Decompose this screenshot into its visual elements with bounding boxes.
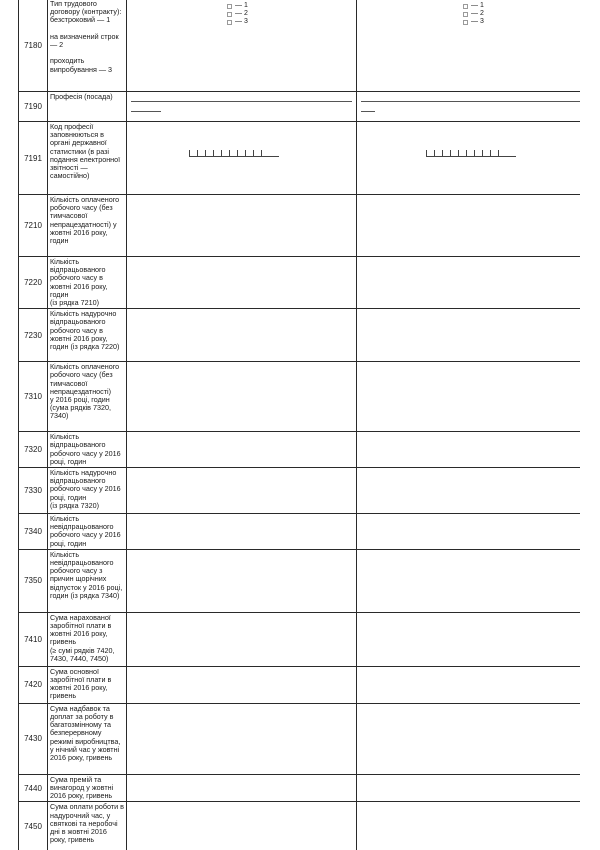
digit-cell[interactable] bbox=[434, 150, 442, 156]
profession-line[interactable] bbox=[131, 101, 352, 102]
form-row-7190 bbox=[19, 92, 581, 122]
value-cell-employee-2[interactable] bbox=[357, 122, 581, 195]
digit-cell[interactable] bbox=[245, 150, 253, 156]
value-cell-employee-2[interactable] bbox=[357, 514, 581, 550]
row-code: 7191 bbox=[19, 122, 48, 195]
value-cell-employee-1[interactable] bbox=[127, 195, 357, 257]
option-label: — 1 bbox=[471, 2, 484, 9]
value-cell-employee-2[interactable] bbox=[357, 703, 581, 774]
value-cell-employee-2[interactable] bbox=[357, 362, 581, 432]
value-cell-employee-1[interactable] bbox=[127, 0, 357, 92]
row-code: 7310 bbox=[19, 362, 48, 432]
row-code: 7440 bbox=[19, 774, 48, 802]
row-label: Сума оплати роботи в надурочний час, у святкові та неробочі дні в жовтні 2016 року, гривень bbox=[48, 802, 127, 850]
option-label: — 3 bbox=[235, 18, 248, 25]
value-cell-employee-2[interactable] bbox=[357, 257, 581, 309]
checkbox[interactable] bbox=[463, 12, 468, 17]
row-label: Кількість надурочно відпрацьованого робочого часу в жовтні 2016 року, годин (із рядка 7220) bbox=[48, 309, 127, 362]
row-label: Кількість оплаченого робочого часу (без тимчасової непрацездатності) у 2016 році, годин (сума рядків 7320, 7340) bbox=[48, 362, 127, 432]
option-label: — 2 bbox=[235, 10, 248, 17]
value-cell-employee-2[interactable] bbox=[357, 468, 581, 514]
profession-code-cells[interactable] bbox=[189, 150, 279, 157]
contract-type-option[interactable] bbox=[463, 10, 484, 18]
profession-line-continuation[interactable] bbox=[361, 111, 375, 112]
row-code: 7430 bbox=[19, 703, 48, 774]
form-row-7180 bbox=[19, 0, 581, 92]
form-row-7430 bbox=[19, 703, 581, 774]
row-code: 7450 bbox=[19, 802, 48, 850]
digit-cell[interactable] bbox=[253, 150, 261, 156]
form-row-7330 bbox=[19, 468, 581, 514]
value-cell-employee-1[interactable] bbox=[127, 122, 357, 195]
digit-cell[interactable] bbox=[474, 150, 482, 156]
contract-type-option[interactable] bbox=[227, 18, 248, 26]
digit-cell[interactable] bbox=[229, 150, 237, 156]
value-cell-employee-2[interactable] bbox=[357, 309, 581, 362]
form-page bbox=[18, 0, 580, 850]
value-cell-employee-2[interactable] bbox=[357, 549, 581, 612]
value-cell-employee-1[interactable] bbox=[127, 612, 357, 666]
row-code: 7350 bbox=[19, 549, 48, 612]
checkbox[interactable] bbox=[227, 4, 232, 9]
row-label: Професія (посада) bbox=[48, 92, 127, 122]
row-code: 7180 bbox=[19, 0, 48, 92]
row-code: 7210 bbox=[19, 195, 48, 257]
digit-cell[interactable] bbox=[221, 150, 229, 156]
row-label: Кількість невідпрацьованого робочого часу з причин щорічних відпусток у 2016 році, годин (із рядка 7340) bbox=[48, 549, 127, 612]
form-row-7210 bbox=[19, 195, 581, 257]
row-label: Сума надбавок та доплат за роботу в багатозмінному та безперервному режимі виробництва, у нічний час у жовтні 2016 року, гривень bbox=[48, 703, 127, 774]
row-label: Кількість надурочно відпрацьованого робочого часу у 2016 році, годин (із рядка 7320) bbox=[48, 468, 127, 514]
row-code: 7410 bbox=[19, 612, 48, 666]
form-row-7230 bbox=[19, 309, 581, 362]
value-cell-employee-1[interactable] bbox=[127, 666, 357, 703]
form-row-7350 bbox=[19, 549, 581, 612]
digit-cell[interactable] bbox=[205, 150, 213, 156]
form-row-7440 bbox=[19, 774, 581, 802]
value-cell-employee-1[interactable] bbox=[127, 432, 357, 468]
row-code: 7320 bbox=[19, 432, 48, 468]
digit-cell[interactable] bbox=[189, 150, 197, 156]
row-code: 7330 bbox=[19, 468, 48, 514]
digit-cell[interactable] bbox=[458, 150, 466, 156]
row-label: Кількість невідпрацьованого робочого часу у 2016 році, годин bbox=[48, 514, 127, 550]
value-cell-employee-2[interactable] bbox=[357, 92, 581, 122]
form-row-7191 bbox=[19, 122, 581, 195]
value-cell-employee-1[interactable] bbox=[127, 549, 357, 612]
value-cell-employee-2[interactable] bbox=[357, 666, 581, 703]
digit-cell[interactable] bbox=[498, 150, 506, 156]
digit-cell[interactable] bbox=[261, 150, 269, 156]
value-cell-employee-1[interactable] bbox=[127, 362, 357, 432]
value-cell-employee-2[interactable] bbox=[357, 774, 581, 802]
digit-cell[interactable] bbox=[490, 150, 498, 156]
form-row-7410 bbox=[19, 612, 581, 666]
contract-type-option[interactable] bbox=[463, 2, 484, 10]
digit-cell[interactable] bbox=[466, 150, 474, 156]
digit-cell[interactable] bbox=[213, 150, 221, 156]
value-cell-employee-1[interactable] bbox=[127, 514, 357, 550]
row-label: Сума основної заробітної плати в жовтні 2016 року, гривень bbox=[48, 666, 127, 703]
option-label: — 1 bbox=[235, 2, 248, 9]
row-label: Сума нарахованої заробітної плати в жовтні 2016 року, гривень (≥ сумі рядків 7420, 7430, 7440, 7450) bbox=[48, 612, 127, 666]
row-code: 7220 bbox=[19, 257, 48, 309]
contract-type-options bbox=[463, 2, 484, 26]
value-cell-employee-2[interactable] bbox=[357, 0, 581, 92]
digit-cell-tail bbox=[506, 150, 516, 156]
row-code: 7230 bbox=[19, 309, 48, 362]
profession-line[interactable] bbox=[361, 101, 580, 102]
option-label: — 3 bbox=[471, 18, 484, 25]
profession-line-continuation[interactable] bbox=[131, 111, 161, 112]
row-label: Кількість оплаченого робочого часу (без тимчасової непрацездатності) у жовтні 2016 року, годин bbox=[48, 195, 127, 257]
contract-type-option[interactable] bbox=[227, 2, 248, 10]
row-code: 7340 bbox=[19, 514, 48, 550]
form-row-7320 bbox=[19, 432, 581, 468]
digit-cell[interactable] bbox=[450, 150, 458, 156]
digit-cell-tail bbox=[269, 150, 279, 156]
checkbox[interactable] bbox=[463, 20, 468, 25]
checkbox[interactable] bbox=[463, 4, 468, 9]
digit-cell[interactable] bbox=[442, 150, 450, 156]
value-cell-employee-1[interactable] bbox=[127, 774, 357, 802]
value-cell-employee-1[interactable] bbox=[127, 309, 357, 362]
value-cell-employee-1[interactable] bbox=[127, 257, 357, 309]
row-label: Тип трудового договору (контракту): безстроковий — 1 на визначений строк — 2 проходить випробування — 3 bbox=[48, 0, 127, 92]
row-label: Сума премій та винагород у жовтні 2016 року, гривень bbox=[48, 774, 127, 802]
digit-cell[interactable] bbox=[197, 150, 205, 156]
contract-type-option[interactable] bbox=[227, 10, 248, 18]
form-row-7220 bbox=[19, 257, 581, 309]
digit-cell[interactable] bbox=[426, 150, 434, 156]
form-row-7450 bbox=[19, 802, 581, 850]
digit-cell[interactable] bbox=[237, 150, 245, 156]
form-rows bbox=[19, 0, 581, 850]
value-cell-employee-1[interactable] bbox=[127, 92, 357, 122]
contract-type-options bbox=[227, 2, 248, 26]
profession-code-cells[interactable] bbox=[426, 150, 516, 157]
contract-type-option[interactable] bbox=[463, 18, 484, 26]
row-label: Кількість відпрацьованого робочого часу в жовтні 2016 року, годин (із рядка 7210) bbox=[48, 257, 127, 309]
value-cell-employee-2[interactable] bbox=[357, 802, 581, 850]
row-code: 7420 bbox=[19, 666, 48, 703]
value-cell-employee-2[interactable] bbox=[357, 612, 581, 666]
checkbox[interactable] bbox=[227, 12, 232, 17]
form-row-7420 bbox=[19, 666, 581, 703]
checkbox[interactable] bbox=[227, 20, 232, 25]
value-cell-employee-1[interactable] bbox=[127, 703, 357, 774]
value-cell-employee-1[interactable] bbox=[127, 468, 357, 514]
row-code: 7190 bbox=[19, 92, 48, 122]
employee-form-table bbox=[18, 0, 580, 850]
value-cell-employee-1[interactable] bbox=[127, 802, 357, 850]
row-label: Кількість відпрацьованого робочого часу у 2016 році, годин bbox=[48, 432, 127, 468]
digit-cell[interactable] bbox=[482, 150, 490, 156]
row-label: Код професії заповнюються в органі державної статистики (в разі подання електронної звітності — самостійно) bbox=[48, 122, 127, 195]
value-cell-employee-2[interactable] bbox=[357, 432, 581, 468]
value-cell-employee-2[interactable] bbox=[357, 195, 581, 257]
form-row-7340 bbox=[19, 514, 581, 550]
option-label: — 2 bbox=[471, 10, 484, 17]
form-row-7310 bbox=[19, 362, 581, 432]
